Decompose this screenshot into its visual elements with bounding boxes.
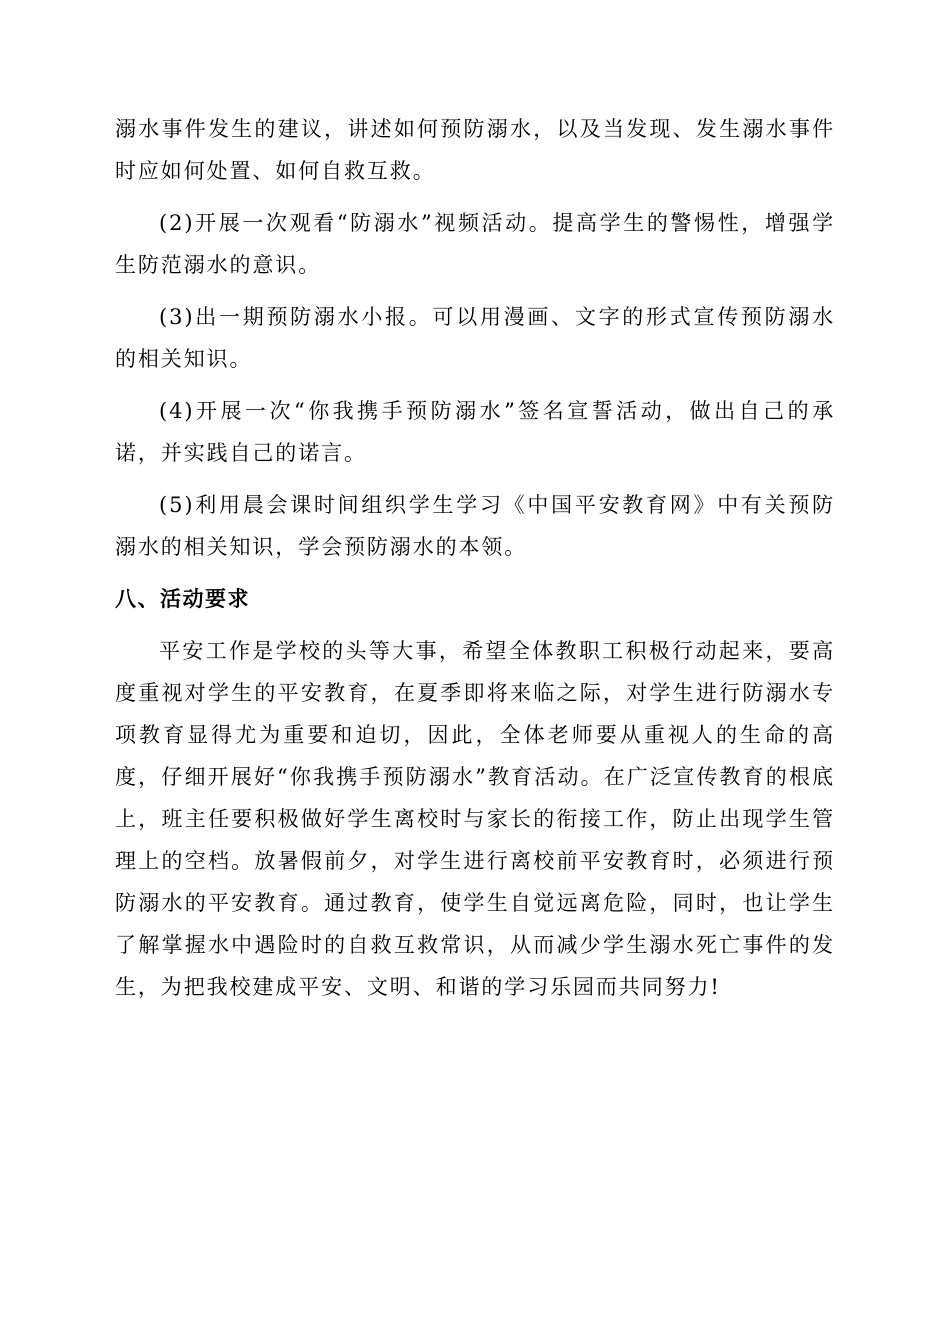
intro-paragraph: 溺水事件发生的建议，讲述如何预防溺水，以及当发现、发生溺水事件时应如何处置、如何自救互救。 (115, 117, 835, 183)
section-heading: 八、活动要求 (115, 586, 250, 611)
requirements-paragraph: 平安工作是学校的头等大事，希望全体教职工积极行动起来，要高度重视对学生的平安教育，在夏季即将来临之际，对学生进行防溺水专项教育显得尤为重要和迫切，因此，全体老师要从重视人的生命的高度，仔细开展好“你我携手预防溺水”教育活动。在广泛宣传教育的根底上，班主任要积极做好学生离校时与家长的衔接工作，防止出现学生管理上的空档。放暑假前夕，对学生进行离校前平安教育时，必须进行预防溺水的平安教育。通过教育，使学生自觉远离危险，同时，也让学生了解掌握水中遇险时的自救互救常识，从而减少学生溺水死亡事件的发生，为把我校建成平安、文明、和谐的学习乐园而共同努力! (115, 639, 835, 999)
activity-item-2: (2)开展一次观看“防溺水”视频活动。提高学生的警惕性，增强学生防范溺水的意识。 (115, 211, 835, 277)
activity-item-3: (3)出一期预防溺水小报。可以用漫画、文字的形式宣传预防溺水的相关知识。 (115, 305, 835, 371)
activity-item-4: (4)开展一次“你我携手预防溺水”签名宣誓活动，做出自己的承诺，并实践自己的诺言。 (115, 399, 835, 465)
document-body (115, 108, 835, 1008)
activity-item-5: (5)利用晨会课时间组织学生学习《中国平安教育网》中有关预防溺水的相关知识，学会预防溺水的本领。 (115, 493, 835, 559)
